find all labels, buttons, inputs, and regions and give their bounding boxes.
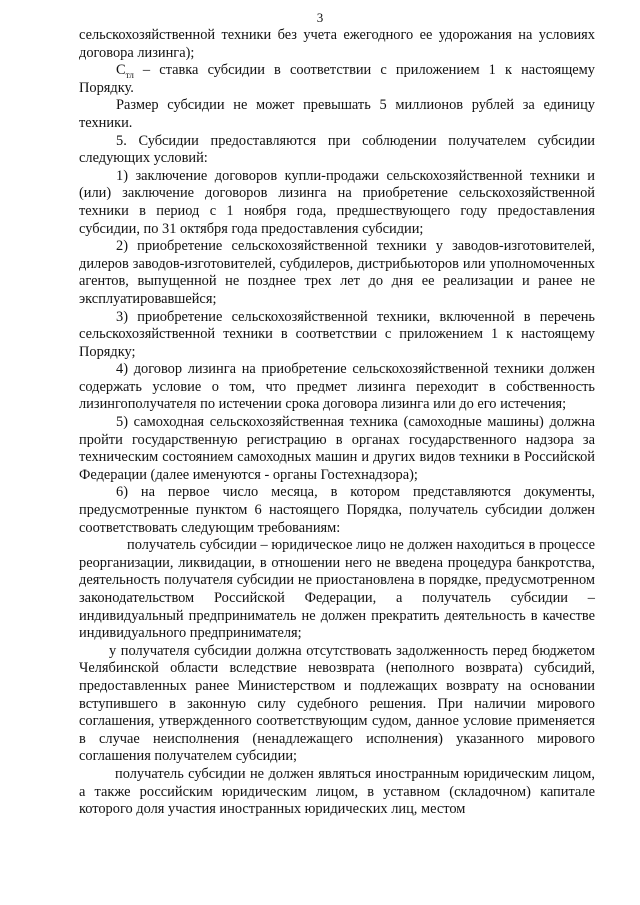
document-body: [79, 27, 595, 819]
paragraph-3: Размер субсидии не может превышать 5 миллионов рублей за единицу техники.: [79, 97, 595, 131]
paragraph-12: у получателя субсидии должна отсутствовать задолженность перед бюджетом Челябинской области вследствие невозврата (неполного возврата) субсидий, предоставленных ранее Министерством и подлежащих возврату на основании вступившего в законную силу судебного решения. При наличии мирового соглашения, утвержденного соответствующим судом, данное условие применяется в случае неисполнения (ненадлежащего исполнения) указанного мирового соглашения получателем субсидии;: [79, 642, 595, 765]
paragraph-11: получатель субсидии – юридическое лицо не должен находиться в процессе реорганизации, ликвидации, в отношении него не введена процедура банкротства, деятельность получателя субсидии не приостановлена в порядке, предусмотренном законодательством Российской Федерации, а получатель субсидии – индивидуальный предприниматель не должен прекратить деятельность в качестве индивидуального предпринимателя;: [79, 537, 595, 642]
paragraph-7: 3) приобретение сельскохозяйственной техники, включенной в перечень сельскохозяйственной техники в соответствии с приложением 1 к настоящему Порядку;: [79, 308, 595, 360]
paragraph-1: сельскохозяйственной техники без учета ежегодного ее удорожания на условиях договора лизинга);: [79, 27, 595, 61]
paragraph-5: 1) заключение договоров купли-продажи сельскохозяйственной техники и (или) заключение договоров лизинга на приобретение сельскохозяйственной техники в период с 1 ноября года, предшествующего году предоставления субсидии, по 31 октября года предоставления субсидии;: [79, 167, 595, 237]
paragraph-2: [79, 62, 595, 97]
paragraph-8: 4) договор лизинга на приобретение сельскохозяйственной техники должен содержать условие о том, что предмет лизинга переходит в собственность лизингополучателя по истечении срока договора лизинга или до его истечения;: [79, 361, 595, 413]
paragraph-13: получатель субсидии не должен являться иностранным юридическим лицом, а также российским юридическим лицом, в уставном (складочном) капитале которого доля участия иностранных юридических лиц, местом: [79, 765, 595, 818]
page-number: 3: [316, 10, 324, 25]
rate-symbol: С: [116, 62, 126, 79]
paragraph-2-text: – ставка субсидии в соответствии с приложением 1 к настоящему Порядку.: [79, 62, 595, 96]
rate-subscript: тл: [125, 70, 134, 81]
paragraph-6: 2) приобретение сельскохозяйственной техники у заводов-изготовителей, дилеров заводов-изготовителей, субдилеров, дистрибьюторов или уполномоченных агентов, выпущенной не позднее трех лет до дня ее реализации и ранее не эксплуатировавшейся;: [79, 238, 595, 307]
paragraph-4: 5. Субсидии предоставляются при соблюдении получателем субсидии следующих условий:: [79, 132, 595, 167]
paragraph-10: 6) на первое число месяца, в котором представляются документы, предусмотренные пунктом 6 настоящего Порядка, получатель субсидии должен соответствовать следующим требованиям:: [79, 484, 595, 536]
paragraph-9: 5) самоходная сельскохозяйственная техника (самоходные машины) должна пройти государственную регистрацию в органах государственного надзора за техническим состоянием самоходных машин и других видов техники в Российской Федерации (далее именуются - органы Гостехнадзора);: [79, 414, 595, 483]
